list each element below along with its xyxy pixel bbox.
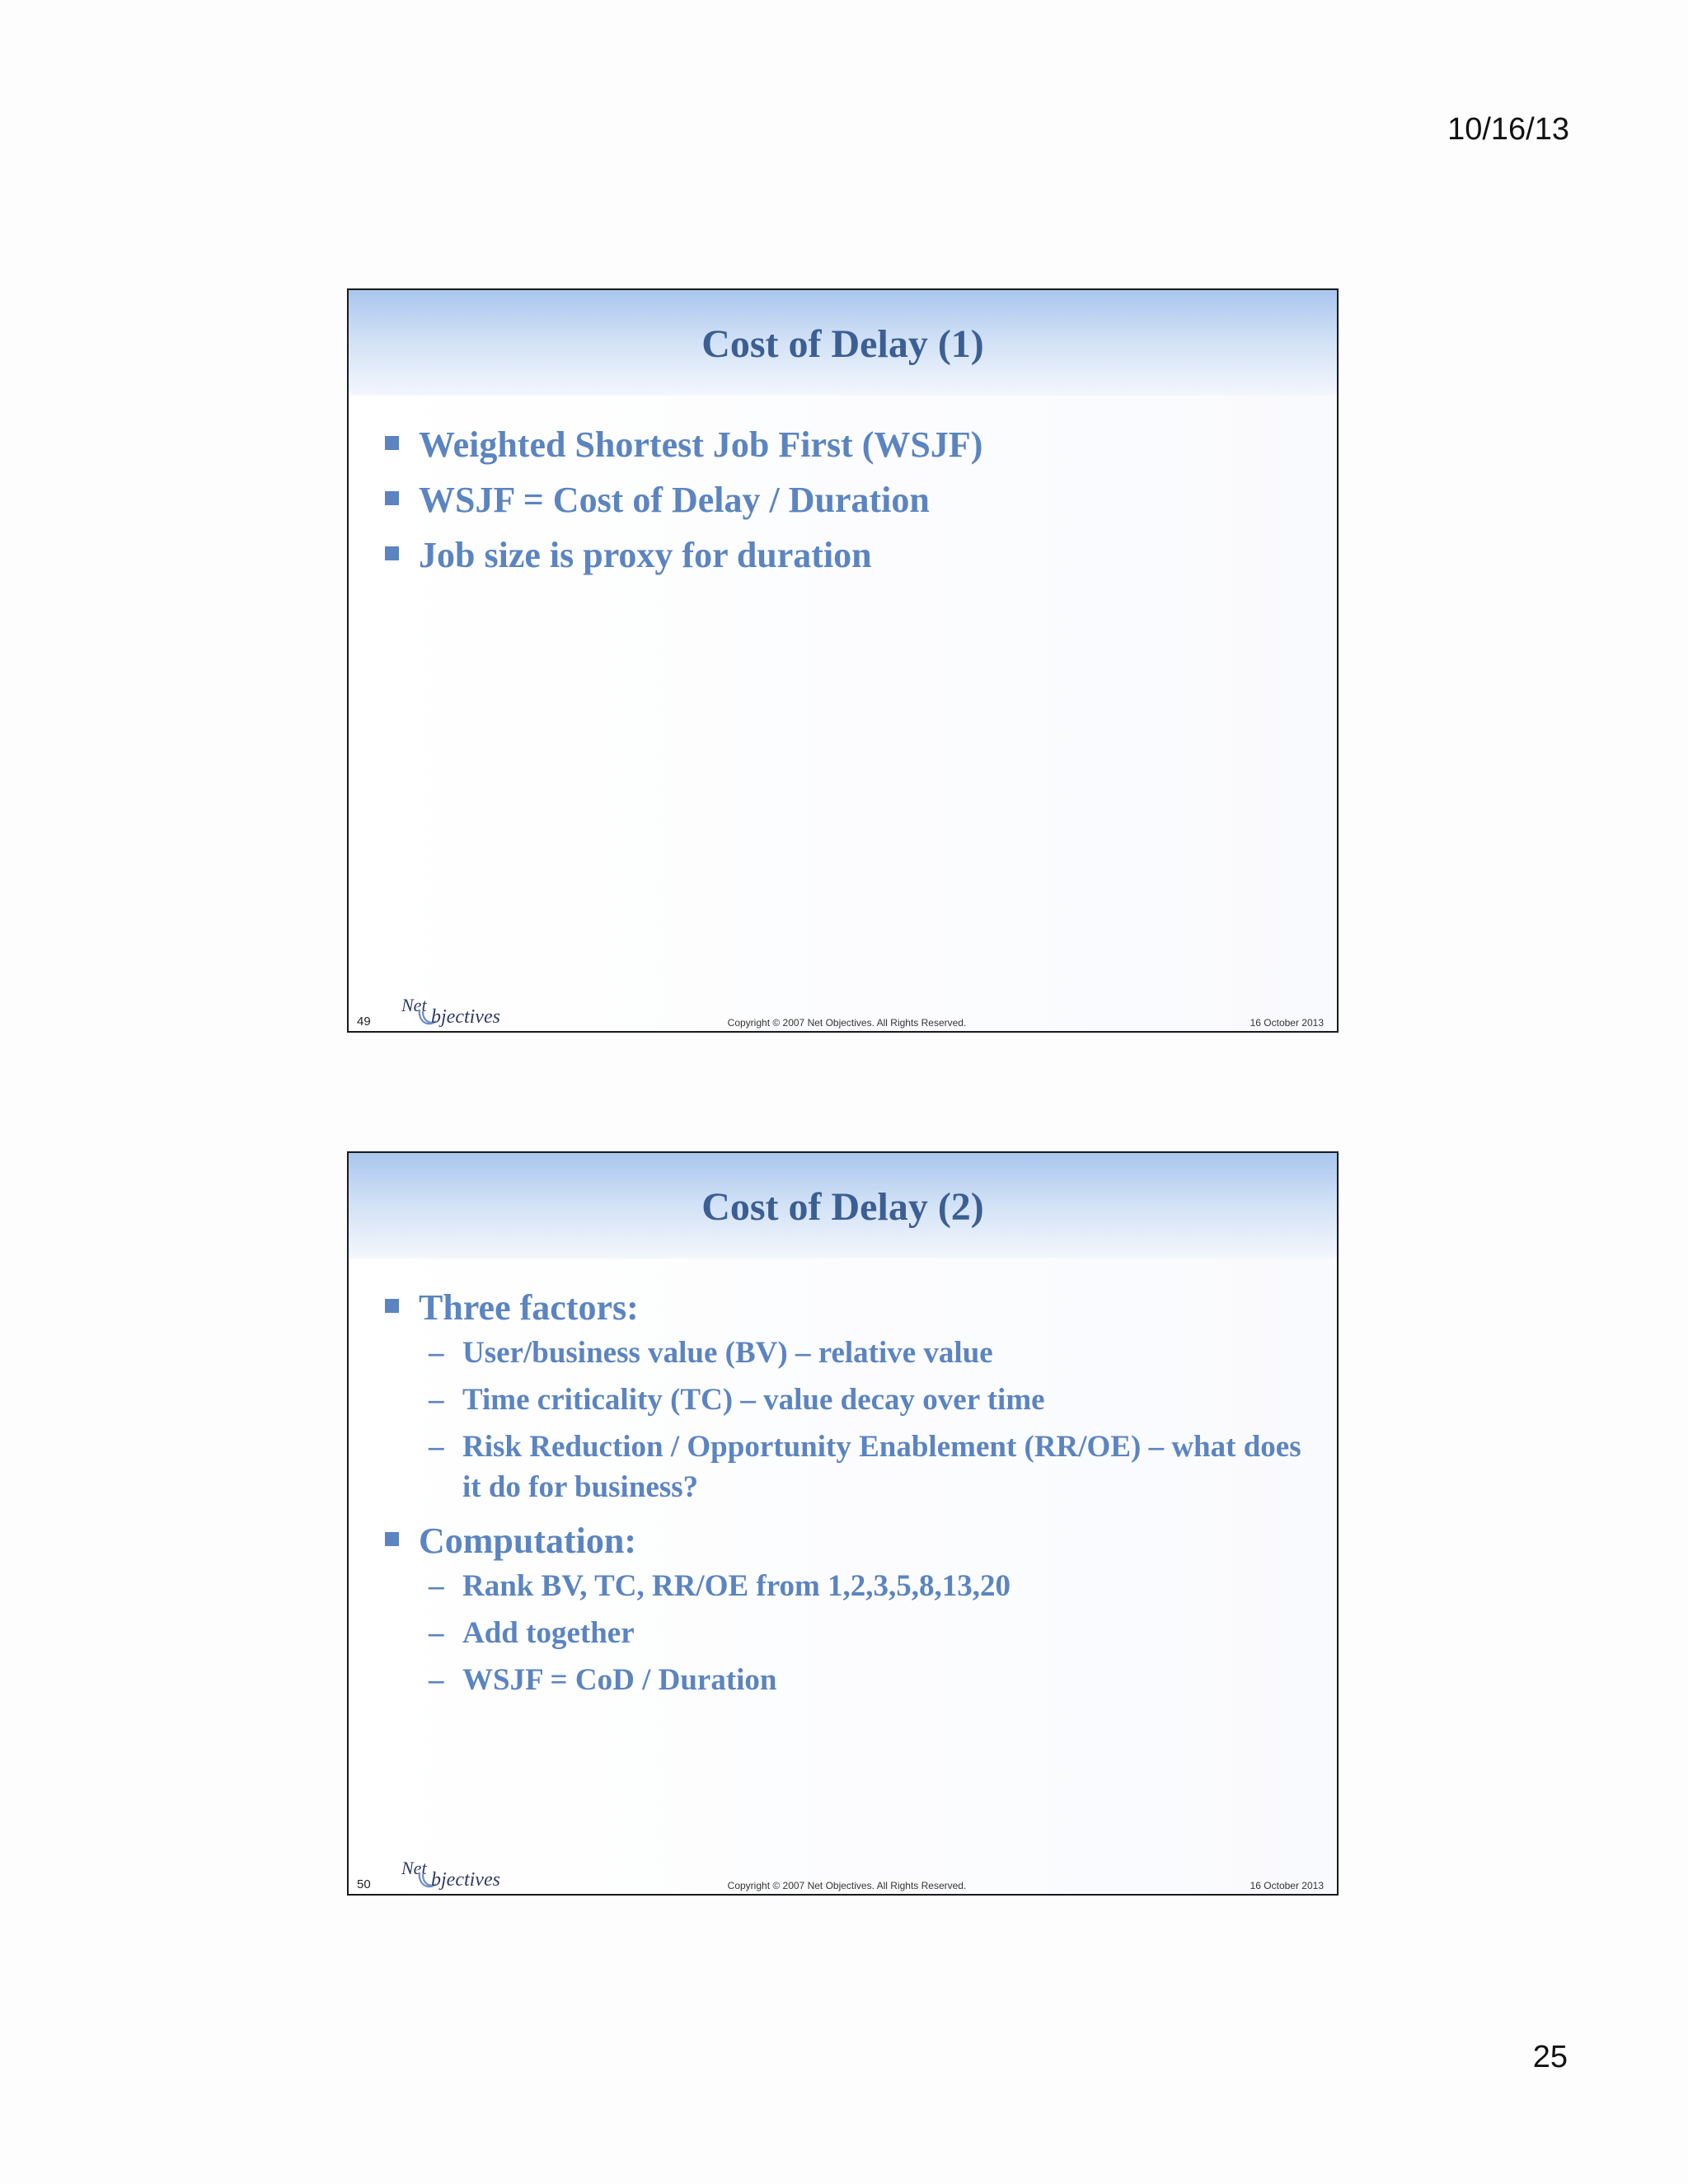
sub-bullet-item [419,1613,1312,1653]
slide-footer [349,995,1337,1031]
sub-bullet-list [419,1566,1312,1700]
square-bullet-icon [385,491,399,505]
bullet-text: WSJF = Cost of Delay / Duration [419,480,930,520]
dash-bullet-icon: – [429,1336,444,1370]
slide-50 [347,1151,1339,1896]
bullet-item [385,534,1312,577]
dash-bullet-icon: – [429,1663,444,1697]
sub-bullet-text: Time criticality (TC) – value decay over time [462,1383,1045,1417]
copyright-text: Copyright © 2007 Net Objectives. All Rights Reserved. [727,1880,967,1891]
bullet-text: Job size is proxy for duration [419,535,872,575]
slide-header [349,1153,1337,1258]
sub-bullet-item [419,1380,1312,1420]
sub-bullet-item [419,1566,1312,1606]
square-bullet-icon [385,1532,399,1546]
slide-body [349,396,1337,1031]
dash-bullet-icon: – [429,1430,444,1464]
slide-49 [347,288,1339,1033]
footer-date: 16 October 2013 [1250,1017,1324,1029]
slide-footer [349,1858,1337,1894]
square-bullet-icon [385,436,399,450]
page-date: 10/16/13 [1447,112,1569,147]
bullet-text: Three factors: [419,1287,639,1328]
sub-bullet-text: User/business value (BV) – relative value [462,1336,993,1370]
bullet-item [385,424,1312,466]
slide-header [349,290,1337,396]
slide-title: Cost of Delay (2) [701,1185,984,1229]
logo-net-text: Net [401,1858,427,1878]
sub-bullet-item [419,1333,1312,1373]
bullet-text: Computation: [419,1521,637,1561]
bullet-item [385,479,1312,522]
logo-net-text: Net [401,995,427,1015]
bullet-text: Weighted Shortest Job First (WSJF) [419,424,983,465]
sub-bullet-list [419,1333,1312,1507]
sub-bullet-item [419,1427,1312,1507]
square-bullet-icon [385,546,399,560]
square-bullet-icon [385,1299,399,1313]
dash-bullet-icon: – [429,1616,444,1650]
footer-date: 16 October 2013 [1250,1880,1324,1891]
slide-number: 50 [357,1877,371,1891]
sub-bullet-text: Risk Reduction / Opportunity Enablement (RR/OE) – what does it do for business? [462,1430,1301,1504]
bullet-item [385,1286,1312,1507]
bullet-list [385,1286,1312,1713]
logo-objectives-text: bjectives [431,1869,500,1891]
slide-title: Cost of Delay (1) [701,322,984,366]
page-number: 25 [1532,2040,1568,2074]
copyright-text: Copyright © 2007 Net Objectives. All Rights Reserved. [727,1017,967,1029]
logo-objectives-text: bjectives [431,1006,500,1028]
dash-bullet-icon: – [429,1569,444,1603]
sub-bullet-item [419,1660,1312,1700]
sub-bullet-text: WSJF = CoD / Duration [462,1663,777,1697]
slide-number: 49 [357,1015,371,1029]
dash-bullet-icon: – [429,1383,444,1417]
sub-bullet-text: Rank BV, TC, RR/OE from 1,2,3,5,8,13,20 [462,1569,1011,1603]
bullet-item [385,1520,1312,1700]
bullet-list [385,424,1312,589]
slide-body [349,1258,1337,1894]
sub-bullet-text: Add together [462,1616,635,1650]
